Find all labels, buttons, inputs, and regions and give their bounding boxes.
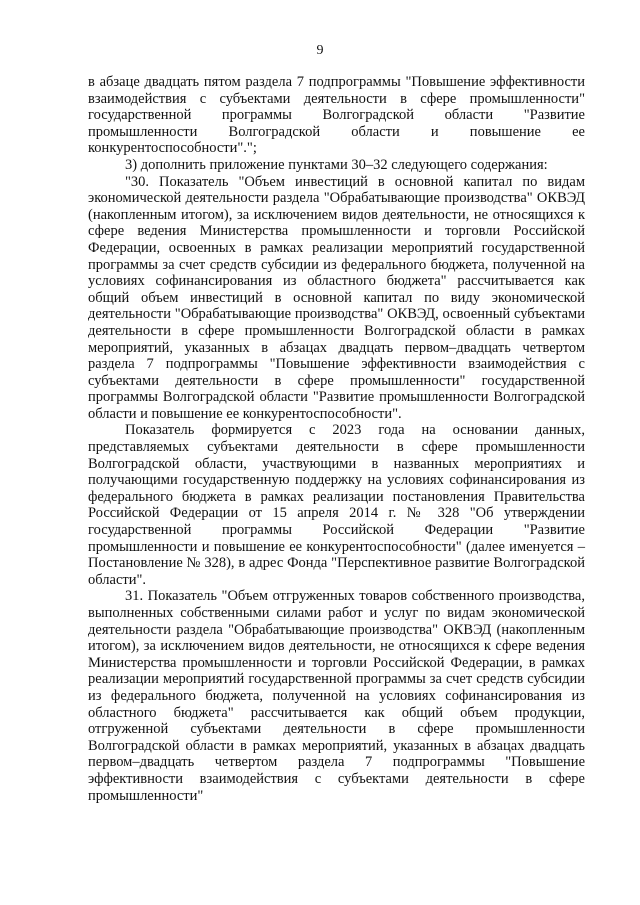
paragraph-continuation: в абзаце двадцать пятом раздела 7 подпрограммы "Повышение эффективности взаимодействия с субъектами деятельности в сфере промышленности" государственной программы Волгоградской области "Развитие промышленности Волгоградской области и повышение ее конкурентоспособности"."; <box>88 74 585 157</box>
page-number: 9 <box>316 43 324 58</box>
document-body <box>88 74 585 804</box>
paragraph-item-3: 3) дополнить приложение пунктами 30–32 следующего содержания: <box>125 156 548 173</box>
paragraph-point-31: 31. Показатель "Объем отгруженных товаров собственного производства, выполненных собственными силами работ и услуг по видам экономической деятельности раздела "Обрабатывающие производства" ОКВЭД (накопленным итогом), за исключением видов деятельности, не относящихся к сфере ведения Министерства промышленности и торговли Российской Федерации, в рамках реализации мероприятий государственной программы за счет средств субсидии из федерального бюджета, полученной на условиях софинансирования из областного бюджета" рассчитывается как общий объем продукции, отгруженной субъектами деятельности в сфере промышленности Волгоградской области в рамках мероприятий, указанных в абзацах двадцать первом–двадцать четвертом раздела 7 подпрограммы "Повышение эффективности взаимодействия с субъектами деятельности в сфере промышленности" <box>88 588 585 804</box>
paragraph-indicator-formation: Показатель формируется с 2023 года на основании данных, представляемых субъектами деятельности в сфере промышленности Волгоградской области, участвующими в названных мероприятиях и получающими государственную поддержку на условиях софинансирования из федерального бюджета в рамках реализации постановления Правительства Российской Федерации от 15 апреля 2014 г. № 328 "Об утверждении государственной программы Российской Федерации "Развитие промышленности и повышение ее конкурентоспособности" (далее именуется – Постановление № 328), в адрес Фонда "Перспективное развитие Волгоградской области". <box>88 422 585 588</box>
paragraph-point-30: "30. Показатель "Объем инвестиций в основной капитал по видам экономической деятельности раздела "Обрабатывающие производства" ОКВЭД (накопленным итогом), за исключением видов деятельности, не относящихся к сфере ведения Министерства промышленности и торговли Российской Федерации, освоенных в рамках реализации мероприятий государственной программы за счет средств субсидии из федерального бюджета, полученной на условиях софинансирования из областного бюджета" рассчитывается как общий объем инвестиций в основной капитал по виду экономической деятельности "Обрабатывающие производства" ОКВЭД, освоенный субъектами деятельности в сфере промышленности Волгоградской области в рамках мероприятий, указанных в абзацах двадцать первом–двадцать четвертом раздела 7 подпрограммы "Повышение эффективности взаимодействия с субъектами деятельности в сфере промышленности" государственной программы Волгоградской области "Развитие промышленности Волгоградской области и повышение ее конкурентоспособности". <box>88 173 585 422</box>
